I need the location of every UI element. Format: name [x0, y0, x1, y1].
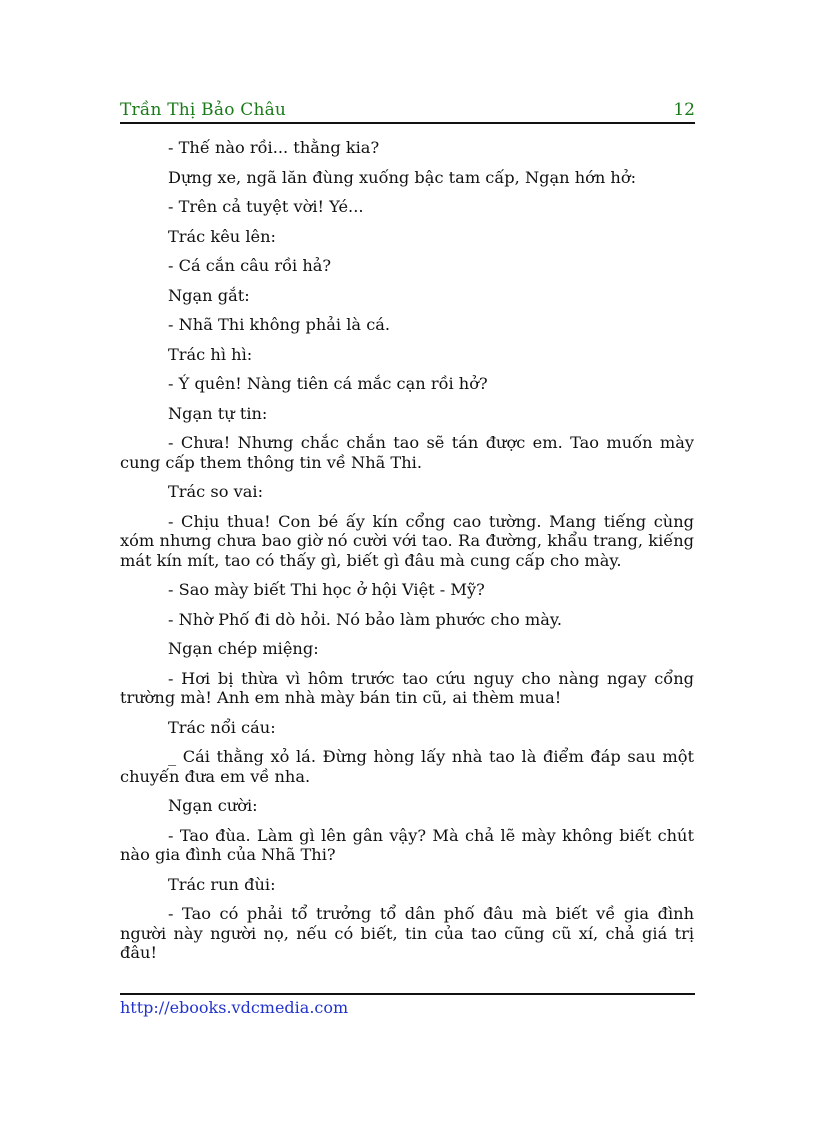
paragraph: - Thế nào rồi... thằng kia? [168, 138, 380, 157]
paragraph: Trác kêu lên: [168, 226, 276, 246]
body-text [120, 138, 694, 973]
paragraph: Ngạn tự tin: [168, 403, 268, 423]
paragraph: Ngạn cười: [168, 796, 258, 815]
paragraph: Trác hì hì: [168, 344, 253, 364]
paragraph: Trác run đùi: [168, 874, 276, 894]
paragraph: - Tao có phải tổ trưởng tổ dân phố đâu mà biết về gia đình người này người nọ, nếu có biết, tin của tao cũng cũ xí, chả giá trị đâu! [120, 904, 694, 962]
paragraph: Ngạn gắt: [168, 285, 250, 305]
paragraph: - Tao đùa. Làm gì lên gân vậy? Mà chả lẽ mày không biết chút nào gia đình của Nhã Thi? [120, 825, 694, 864]
page-number: 12 [673, 100, 695, 120]
paragraph: Dựng xe, ngã lăn đùng xuống bậc tam cấp, Ngạn hớn hở: [168, 167, 637, 187]
paragraph: - Ý quên! Nàng tiên cá mắc cạn rồi hở? [168, 374, 488, 393]
paragraph: - Hơi bị thừa vì hôm trước tao cứu nguy cho nàng ngay cổng trường mà! Anh em nhà mày bán tin cũ, ai thèm mua! [120, 668, 694, 707]
page-footer [120, 993, 695, 1017]
paragraph: - Nhờ Phố đi dò hỏi. Nó bảo làm phước cho mày. [168, 609, 563, 629]
paragraph: - Nhã Thi không phải là cá. [168, 315, 391, 334]
footer-website-link[interactable]: http://ebooks.vdcmedia.com [120, 998, 349, 1017]
paragraph: Ngạn chép miệng: [168, 639, 319, 658]
paragraph: Trác nổi cáu: [168, 717, 276, 737]
paragraph: - Sao mày biết Thi học ở hội Việt - Mỹ? [168, 580, 485, 599]
paragraph: - Cá cắn câu rồi hả? [168, 256, 332, 275]
paragraph: _ Cái thằng xỏ lá. Đừng hòng lấy nhà tao là điểm đáp sau một chuyến đưa em về nha. [120, 747, 694, 786]
paragraph: Trác so vai: [168, 482, 264, 501]
paragraph: - Chưa! Nhưng chắc chắn tao sẽ tán được em. Tao muốn mày cung cấp them thông tin về Nhã Thi. [120, 433, 694, 472]
paragraph: - Trên cả tuyệt vời! Yé... [168, 197, 364, 216]
page-header [120, 100, 695, 124]
book-author-title: Trần Thị Bảo Châu [120, 100, 287, 120]
paragraph: - Chịu thua! Con bé ấy kín cổng cao tường. Mang tiếng cùng xóm nhưng chưa bao giờ nó cười với tao. Ra đường, khẩu trang, kiếng mát kín mít, tao có thấy gì, biết gì đâu mà cung cấp cho mày. [120, 511, 694, 570]
